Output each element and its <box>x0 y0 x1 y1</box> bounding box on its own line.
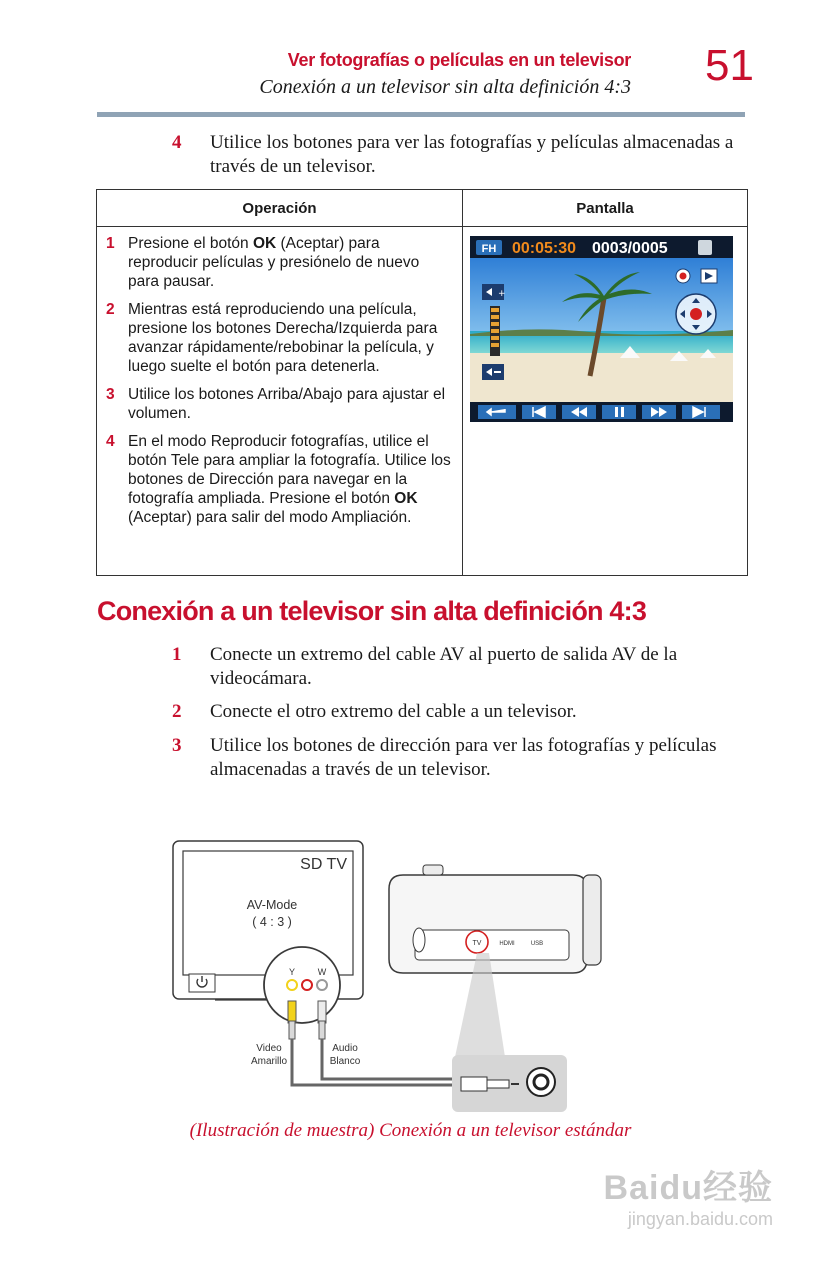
running-header-subtitle: Conexión a un televisor sin alta definición 4:3 <box>259 76 631 98</box>
tv-port-label: TV <box>472 940 482 947</box>
operation-item <box>106 234 451 291</box>
connection-diagram-svg <box>165 835 615 1120</box>
mode-badge-text: FH <box>481 243 497 255</box>
header-rule <box>97 112 745 117</box>
av-mode-label: AV-Mode <box>246 898 298 912</box>
figure-caption: (Ilustración de muestra) Conexión a un televisor estándar <box>189 1120 632 1141</box>
operation-item <box>106 300 451 376</box>
jack-w-label: W <box>317 967 327 977</box>
section-title: Conexión a un televisor sin alta definición 4:3 <box>97 596 647 626</box>
usb-port-label: USB <box>530 941 544 947</box>
operation-text: En el modo Reproducir fotografías, utilice el botón Tele para ampliar la fotografía. Utilice los botones de Dirección para navegar en la fotografía ampliada. Presione el botón <box>128 433 451 507</box>
playback-screen-svg <box>470 236 733 422</box>
volume-icon <box>482 284 506 300</box>
playback-screen-illustration <box>470 236 733 422</box>
watermark-brand: Baidu经验 <box>603 1169 773 1207</box>
operation-number: 2 <box>106 301 115 318</box>
section-step <box>172 734 762 784</box>
ok-key-label: OK <box>252 235 277 252</box>
svg-text:+: + <box>498 289 506 299</box>
aspect-ratio-label: ( 4 : 3 ) <box>252 915 292 929</box>
step-number: 4 <box>172 132 182 153</box>
step-number: 1 <box>172 644 182 665</box>
step-number: 2 <box>172 701 182 722</box>
operation-item <box>106 432 451 527</box>
volume-down-icon <box>482 364 504 380</box>
camcorder-illustration <box>389 865 601 973</box>
av-port-icon <box>527 1068 555 1096</box>
step-text: Conecte un extremo del cable AV al puerto de salida AV de la videocámara. <box>210 644 678 689</box>
operation-list <box>98 228 461 527</box>
col-header-screen: Pantalla <box>463 190 748 227</box>
operation-text: (Aceptar) para salir del modo Ampliación. <box>128 509 412 526</box>
col-header-operation: Operación <box>97 190 463 227</box>
section-step <box>172 700 762 726</box>
video-color-label: Amarillo <box>250 1056 288 1067</box>
watermark-url: jingyan.baidu.com <box>627 1209 773 1229</box>
operation-number: 4 <box>106 433 115 450</box>
direction-pad-icon <box>676 294 716 334</box>
playback-time: 00:05:30 <box>512 240 577 257</box>
audio-label: Audio <box>332 1043 358 1054</box>
step-number: 3 <box>172 735 182 756</box>
page-number: 51 <box>705 41 754 90</box>
video-label: Video <box>256 1043 282 1054</box>
tv-connection-diagram <box>165 835 615 1120</box>
ok-key-label: OK <box>394 490 418 507</box>
step-text: Conecte el otro extremo del cable a un televisor. <box>210 701 577 722</box>
tv-label: SD TV <box>300 856 347 873</box>
av-jack-panel <box>264 947 340 1023</box>
operation-text: Presione el botón <box>128 235 253 252</box>
step-text: Utilice los botones de dirección para ver las fotografías y películas almacenadas a través de un televisor. <box>210 735 717 780</box>
operation-text: (Aceptar) para reproducir películas y presiónelo de nuevo para pausar. <box>128 235 420 290</box>
file-counter: 0003/0005 <box>592 240 668 257</box>
operation-text: Mientras está reproduciendo una película, presione los botones Derecha/Izquierda para avanzar rápidamente/rebobinar la película, y luego suelte el botón para detenerla. <box>128 301 438 375</box>
operation-number: 1 <box>106 235 115 252</box>
audio-color-label: Blanco <box>329 1056 361 1067</box>
operation-cell <box>97 227 463 576</box>
volume-level-bar <box>490 306 500 356</box>
step-text: Utilice los botones para ver las fotografías y películas almacenadas a través de un televisor. <box>210 132 734 177</box>
battery-icon <box>698 240 712 255</box>
operation-text: Utilice los botones Arriba/Abajo para ajustar el volumen. <box>128 386 446 422</box>
operation-item <box>106 385 451 423</box>
running-header-title: Ver fotografías o películas en un televisor <box>287 50 631 70</box>
intro-step <box>172 131 762 181</box>
watermark <box>604 1160 773 1230</box>
jack-y-label: Y <box>288 967 296 977</box>
hdmi-port-label: HDMI <box>499 941 515 947</box>
section-step <box>172 643 762 693</box>
operation-number: 3 <box>106 386 115 403</box>
